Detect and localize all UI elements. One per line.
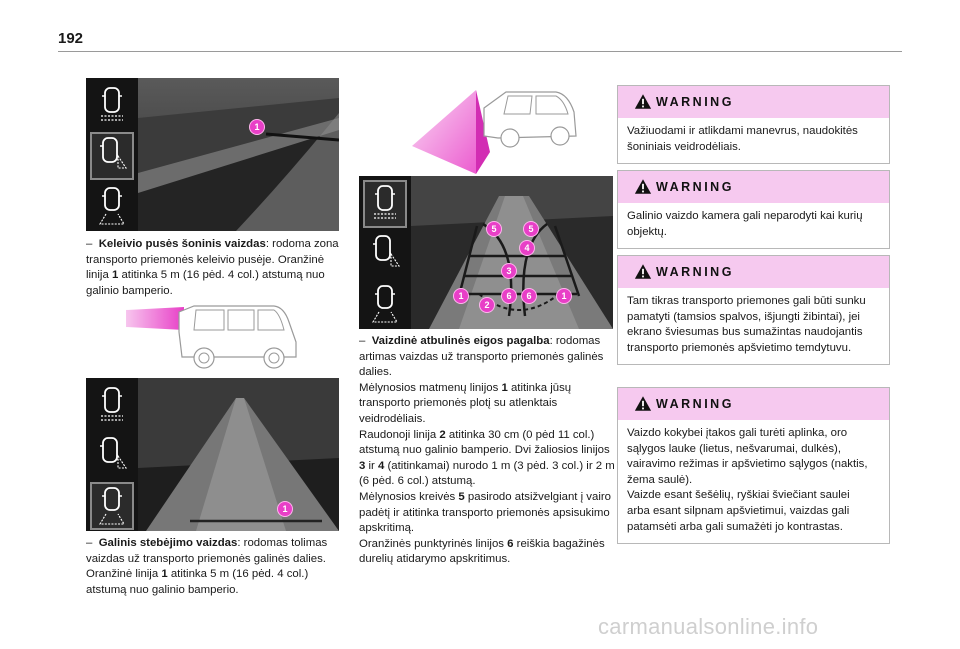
warning-triangle-icon — [634, 263, 652, 280]
distance-lines-text: Raudonoji linija 2 atitinka 30 cm (0 pėd 11 col.) atstumą nuo galinio bamperio. Dvi žaliosios linijos 3 ir 4 (atitinkamai) nurodo 1 m (3 pėd. 3 col.) ir 2 m (6 pėd. 6 col.) atstumą. — [359, 428, 615, 488]
header-divider — [58, 51, 902, 52]
vehicle-side-projection-illustration — [124, 302, 302, 374]
camera-mode-sidebar — [86, 78, 138, 231]
reverse-assist-text-block — [359, 334, 619, 568]
rear-long-view-text: – Galinis stebėjimo vaizdas: rodomas tolimas vaizdas už transporto priemonės galinės dalies. Oranžinė linija 1 atitinka 5 m (16 pėd. 4 col.) atstumą nuo galinio bamperio. — [86, 537, 328, 596]
warning-title: WARNING — [656, 397, 734, 411]
tailgate-lines-text: Oranžinės punktyrinės linijos 6 reiškia bagažinės durelių atidarymo apskritimus. — [359, 537, 605, 566]
warning-text — [618, 420, 889, 543]
warning-box-4 — [617, 387, 890, 544]
marker-4: 4 — [519, 240, 535, 256]
warning-box-3 — [617, 255, 890, 365]
reverse-assist-view-image — [359, 176, 613, 329]
warning-text: Galinio vaizdo kamera gali neparodyti kai kurių objektų. — [627, 210, 863, 238]
warning-triangle-icon — [634, 395, 652, 412]
warning-title: WARNING — [656, 265, 734, 279]
warning-triangle-icon — [634, 178, 652, 195]
warning-text: Tam tikras transporto priemones gali būti sunku pamatyti (tamsios spalvos, išjungti žibintai), jei ekrano šviesumas bus sumažintas naudojantis transporto priemonės apšvietimo temdytuvu. — [627, 295, 866, 354]
side-view-mode-icon[interactable] — [92, 134, 132, 178]
marker-2: 2 — [479, 297, 495, 313]
marker-1: 1 — [277, 501, 293, 517]
top-view-mode-icon[interactable] — [92, 84, 132, 128]
page-number: 192 — [58, 30, 84, 47]
warning-title: WARNING — [656, 180, 734, 194]
side-view-mode-icon[interactable] — [92, 434, 132, 478]
marker-1-right: 1 — [556, 288, 572, 304]
warning-box-2 — [617, 170, 890, 249]
camera-mode-sidebar — [359, 176, 411, 329]
curves-text: Mėlynosios kreivės 5 pasirodo atsižvelgiant į vairo padėtį ir atitinka transporto priemonės apsisukimo apskritimą. — [359, 490, 611, 535]
rear-long-view-image — [86, 378, 339, 531]
top-view-mode-icon[interactable] — [92, 384, 132, 428]
marker-6-left: 6 — [501, 288, 517, 304]
passenger-side-view-text: – Keleivio pusės šoninis vaizdas: rodoma zona transporto priemonės keleivio pusėje. Oranžinė linija 1 atitinka 5 m (16 pėd. 4 col.) atstumą nuo galinio bamperio. — [86, 238, 339, 297]
side-view-mode-icon[interactable] — [365, 232, 405, 276]
reverse-assist-heading-text: – Vaizdinė atbulinės eigos pagalba: rodomas artimas vaizdas už transporto priemonės galinės dalies. — [359, 335, 604, 379]
marker-6-right: 6 — [521, 288, 537, 304]
warning-box-1 — [617, 85, 890, 164]
marker-1: 1 — [249, 119, 265, 135]
rear-view-mode-icon[interactable] — [92, 484, 132, 528]
passenger-side-view-image — [86, 78, 339, 231]
rear-view-mode-icon[interactable] — [365, 282, 405, 326]
camera-mode-sidebar — [86, 378, 138, 531]
marker-5-left: 5 — [486, 221, 502, 237]
warning-title: WARNING — [656, 95, 734, 109]
warning-text-line: Vaizde esant šešėlių, ryškiai šviečiant saulei arba esant silpnam apšvietimui, vaizdas gali patamsėti arba gali sumažėti jo kontrastas. — [627, 489, 850, 533]
warning-text-line: Vaizdo kokybei įtakos gali turėti aplinka, oro sąlygos lauke (lietus, nešvarumai, dulkės), vairavimo režimas ir apšvietimo sąlygos (naktis, žema saulė). — [627, 427, 868, 486]
top-view-mode-icon[interactable] — [365, 182, 405, 226]
vehicle-rear-projection-illustration — [406, 78, 582, 176]
watermark: carmanualsonline.info — [598, 614, 819, 639]
warning-text: Važiuodami ir atlikdami manevrus, naudokitės šoniniais veidrodėliais. — [627, 125, 858, 153]
width-lines-text: Mėlynosios matmenų linijos 1 atitinka jūsų transporto priemonės plotį su atlenktais veidrodėliais. — [359, 381, 572, 425]
warning-triangle-icon — [634, 93, 652, 110]
marker-5-right: 5 — [523, 221, 539, 237]
marker-3: 3 — [501, 263, 517, 279]
rear-view-mode-icon[interactable] — [92, 184, 132, 228]
marker-1-left: 1 — [453, 288, 469, 304]
